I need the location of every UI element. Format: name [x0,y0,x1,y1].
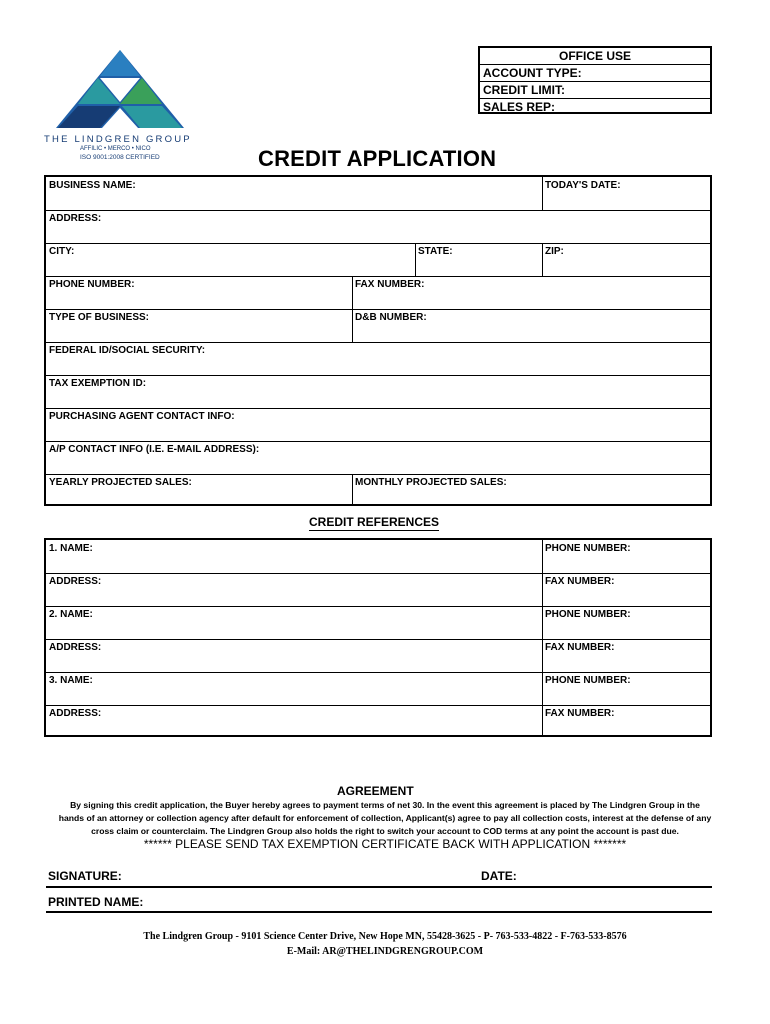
reference-3-fax-label: FAX NUMBER: [545,708,615,719]
monthly-sales-label: MONTHLY PROJECTED SALES: [355,477,507,488]
sales-rep-label: SALES REP: [483,100,556,114]
printed-name-field[interactable] [46,895,712,913]
federal-id-field[interactable] [46,342,712,375]
credit-references-title: CREDIT REFERENCES [309,515,440,529]
reference-2-phone-field[interactable] [542,606,712,639]
state-field[interactable] [415,243,542,276]
reference-2-address-label: ADDRESS: [49,642,102,653]
logo-certification: ISO 9001:2008 CERTIFIED [80,154,160,161]
reference-2-name-field[interactable] [46,606,542,639]
monthly-sales-field[interactable] [352,474,712,506]
agreement-text [30,799,740,838]
agreement-line-3: cross claim or counterclaim. The Lindgren Group also holds the right to switch your account to COD terms at any point the account is past due. [91,826,679,836]
office-use-box [478,46,712,114]
type-of-business-field[interactable] [46,309,352,342]
logo-subtitle: AFFILIC • MERCO • NICO [80,146,151,152]
reference-1-name-label: 1. NAME: [49,543,93,554]
reference-3-name-field[interactable] [46,672,542,705]
company-logo [40,48,212,166]
address-label: ADDRESS: [49,213,102,224]
reference-3-phone-label: PHONE NUMBER: [545,675,631,686]
account-type-field[interactable] [480,65,710,82]
credit-limit-label: CREDIT LIMIT: [483,83,565,97]
ap-contact-field[interactable] [46,441,712,474]
credit-references-table [44,538,712,737]
reference-1-address-field[interactable] [46,573,542,606]
ap-contact-label: A/P CONTACT INFO (I.E. E-MAIL ADDRESS): [49,444,260,455]
reference-1-phone-field[interactable] [542,540,712,573]
fax-number-label: FAX NUMBER: [355,279,425,290]
purchasing-agent-label: PURCHASING AGENT CONTACT INFO: [49,411,235,422]
reference-3-address-field[interactable] [46,705,542,737]
applicant-info-form [44,175,712,506]
phone-number-label: PHONE NUMBER: [49,279,135,290]
office-use-title: OFFICE USE [558,49,631,63]
zip-label: ZIP: [545,246,564,257]
reference-2-address-field[interactable] [46,639,542,672]
printed-name-label: PRINTED NAME: [48,895,144,909]
yearly-sales-field[interactable] [46,474,352,506]
business-name-label: BUSINESS NAME: [49,180,136,191]
date-label: DATE: [481,869,517,883]
reference-2-fax-field[interactable] [542,639,712,672]
reference-3-name-label: 3. NAME: [49,675,93,686]
yearly-sales-label: YEARLY PROJECTED SALES: [49,477,192,488]
dnb-number-field[interactable] [352,309,712,342]
reference-1-name-field[interactable] [46,540,542,573]
reference-3-phone-field[interactable] [542,672,712,705]
dnb-number-label: D&B NUMBER: [355,312,427,323]
logo-company-name: THE LINDGREN GROUP [44,134,192,145]
footer-email: E-Mail: AR@THELINDGRENGROUP.COM [286,946,484,957]
reference-3-address-label: ADDRESS: [49,708,102,719]
fax-number-field[interactable] [352,276,712,309]
purchasing-agent-field[interactable] [46,408,712,441]
reference-1-fax-label: FAX NUMBER: [545,576,615,587]
sales-rep-field[interactable] [480,99,710,116]
agreement-line-2: hands of an attorney or collection agency after default for enforcement of collection, Applicant(s) agree to pay all collection costs, interest at the defense of any [58,813,712,823]
triangle-logo-icon [40,48,212,138]
account-type-label: ACCOUNT TYPE: [483,66,582,80]
city-field[interactable] [46,243,415,276]
reference-1-address-label: ADDRESS: [49,576,102,587]
business-name-field[interactable] [46,177,542,210]
signature-label: SIGNATURE: [48,869,122,883]
todays-date-label: TODAY'S DATE: [545,180,621,191]
state-label: STATE: [418,246,453,257]
reference-2-fax-label: FAX NUMBER: [545,642,615,653]
reference-3-fax-field[interactable] [542,705,712,737]
reference-2-name-label: 2. NAME: [49,609,93,620]
tax-exemption-label: TAX EXEMPTION ID: [49,378,147,389]
page-title: CREDIT APPLICATION [258,146,497,171]
type-of-business-label: TYPE OF BUSINESS: [49,312,150,323]
tax-exemption-notice: ****** PLEASE SEND TAX EXEMPTION CERTIFICATE BACK WITH APPLICATION ******* [143,837,627,851]
footer-address: The Lindgren Group - 9101 Science Center Drive, New Hope MN, 55428-3625 - P- 763-533-4822 - F-763-533-8576 [143,931,627,942]
credit-limit-field[interactable] [480,82,710,99]
signature-field[interactable] [46,869,712,888]
reference-1-fax-field[interactable] [542,573,712,606]
zip-field[interactable] [542,243,712,276]
address-field[interactable] [46,210,712,243]
agreement-line-1: By signing this credit application, the Buyer hereby agrees to payment terms of net 30. In the event this agreement is placed by The Lindgren Group in the [70,800,700,810]
phone-number-field[interactable] [46,276,352,309]
todays-date-field[interactable] [542,177,712,210]
city-label: CITY: [49,246,75,257]
federal-id-label: FEDERAL ID/SOCIAL SECURITY: [49,345,206,356]
reference-2-phone-label: PHONE NUMBER: [545,609,631,620]
reference-1-phone-label: PHONE NUMBER: [545,543,631,554]
tax-exemption-field[interactable] [46,375,712,408]
agreement-title: AGREEMENT [337,784,414,798]
